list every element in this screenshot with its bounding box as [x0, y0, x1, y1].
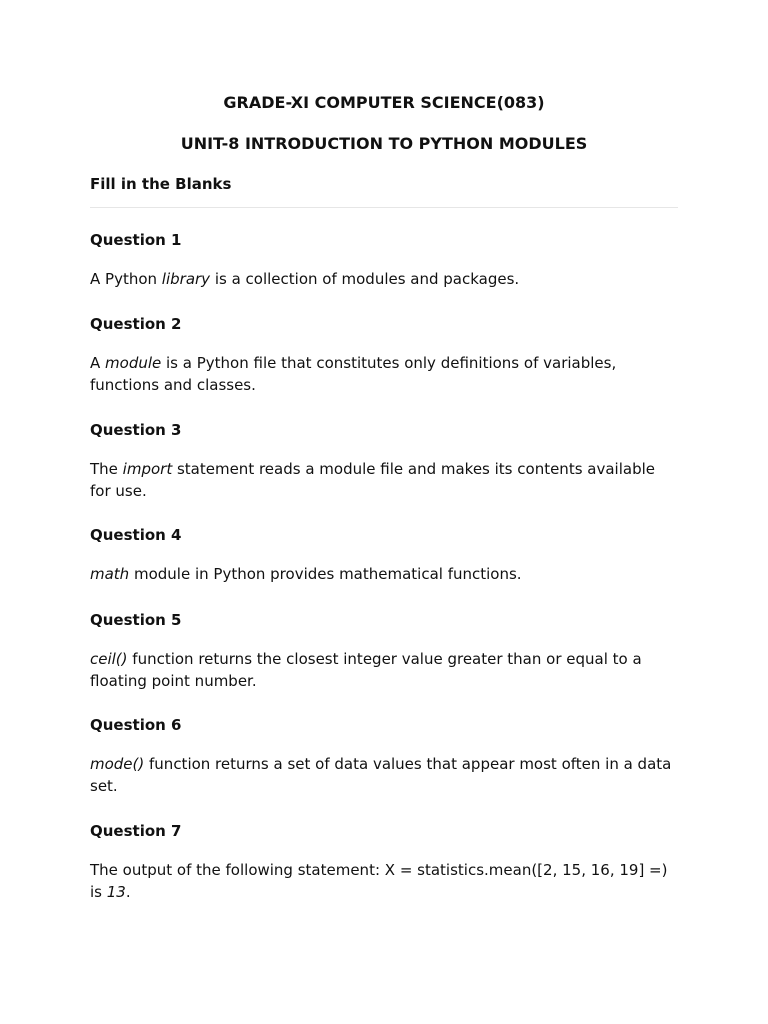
answer-term: 13	[106, 883, 126, 901]
text-post: .	[125, 883, 131, 901]
question-heading: Question 3	[90, 421, 182, 439]
answer-term: import	[122, 460, 173, 478]
text-pre: A Python	[90, 270, 162, 288]
text-post: function returns a set of data values that appear most often in a data set.	[90, 755, 672, 795]
question-text	[90, 458, 678, 502]
question-text	[90, 563, 678, 585]
question-text	[90, 352, 678, 396]
question-text	[90, 268, 678, 290]
text-post: module in Python provides mathematical functions.	[129, 565, 522, 583]
question-block-5	[90, 609, 678, 692]
question-heading: Question 6	[90, 716, 182, 734]
answer-term: module	[105, 354, 162, 372]
question-heading: Question 2	[90, 315, 182, 333]
text-post: is a collection of modules and packages.	[210, 270, 520, 288]
unit-title: UNIT-8 INTRODUCTION TO PYTHON MODULES	[180, 134, 588, 153]
question-block-3	[90, 419, 678, 502]
text-post: is a Python file that constitutes only definitions of variables, functions and classes.	[90, 354, 617, 394]
question-block-1	[90, 229, 678, 290]
question-block-7	[90, 820, 678, 903]
section-divider	[90, 207, 678, 208]
question-heading: Question 1	[90, 231, 182, 249]
question-heading: Question 5	[90, 611, 182, 629]
document-title: GRADE-XI COMPUTER SCIENCE(083)	[223, 93, 545, 112]
question-heading: Question 4	[90, 526, 182, 544]
text-pre: The output of the following statement: X = statistics.mean([2, 15, 16, 19] =) is	[90, 861, 668, 901]
question-text	[90, 859, 678, 903]
question-block-4	[90, 524, 678, 585]
section-title: Fill in the Blanks	[90, 175, 232, 193]
question-heading: Question 7	[90, 822, 182, 840]
question-text	[90, 753, 678, 797]
text-pre: The	[90, 460, 123, 478]
text-post: function returns the closest integer value greater than or equal to a floating point number.	[90, 650, 642, 690]
answer-term: ceil()	[90, 650, 128, 668]
question-text	[90, 648, 678, 692]
answer-term: mode()	[90, 755, 145, 773]
answer-term: library	[161, 270, 211, 288]
answer-term: math	[90, 565, 130, 583]
text-pre: A	[90, 354, 106, 372]
question-block-2	[90, 313, 678, 396]
question-block-6	[90, 714, 678, 797]
text-post: statement reads a module file and makes its contents available for use.	[90, 460, 655, 500]
